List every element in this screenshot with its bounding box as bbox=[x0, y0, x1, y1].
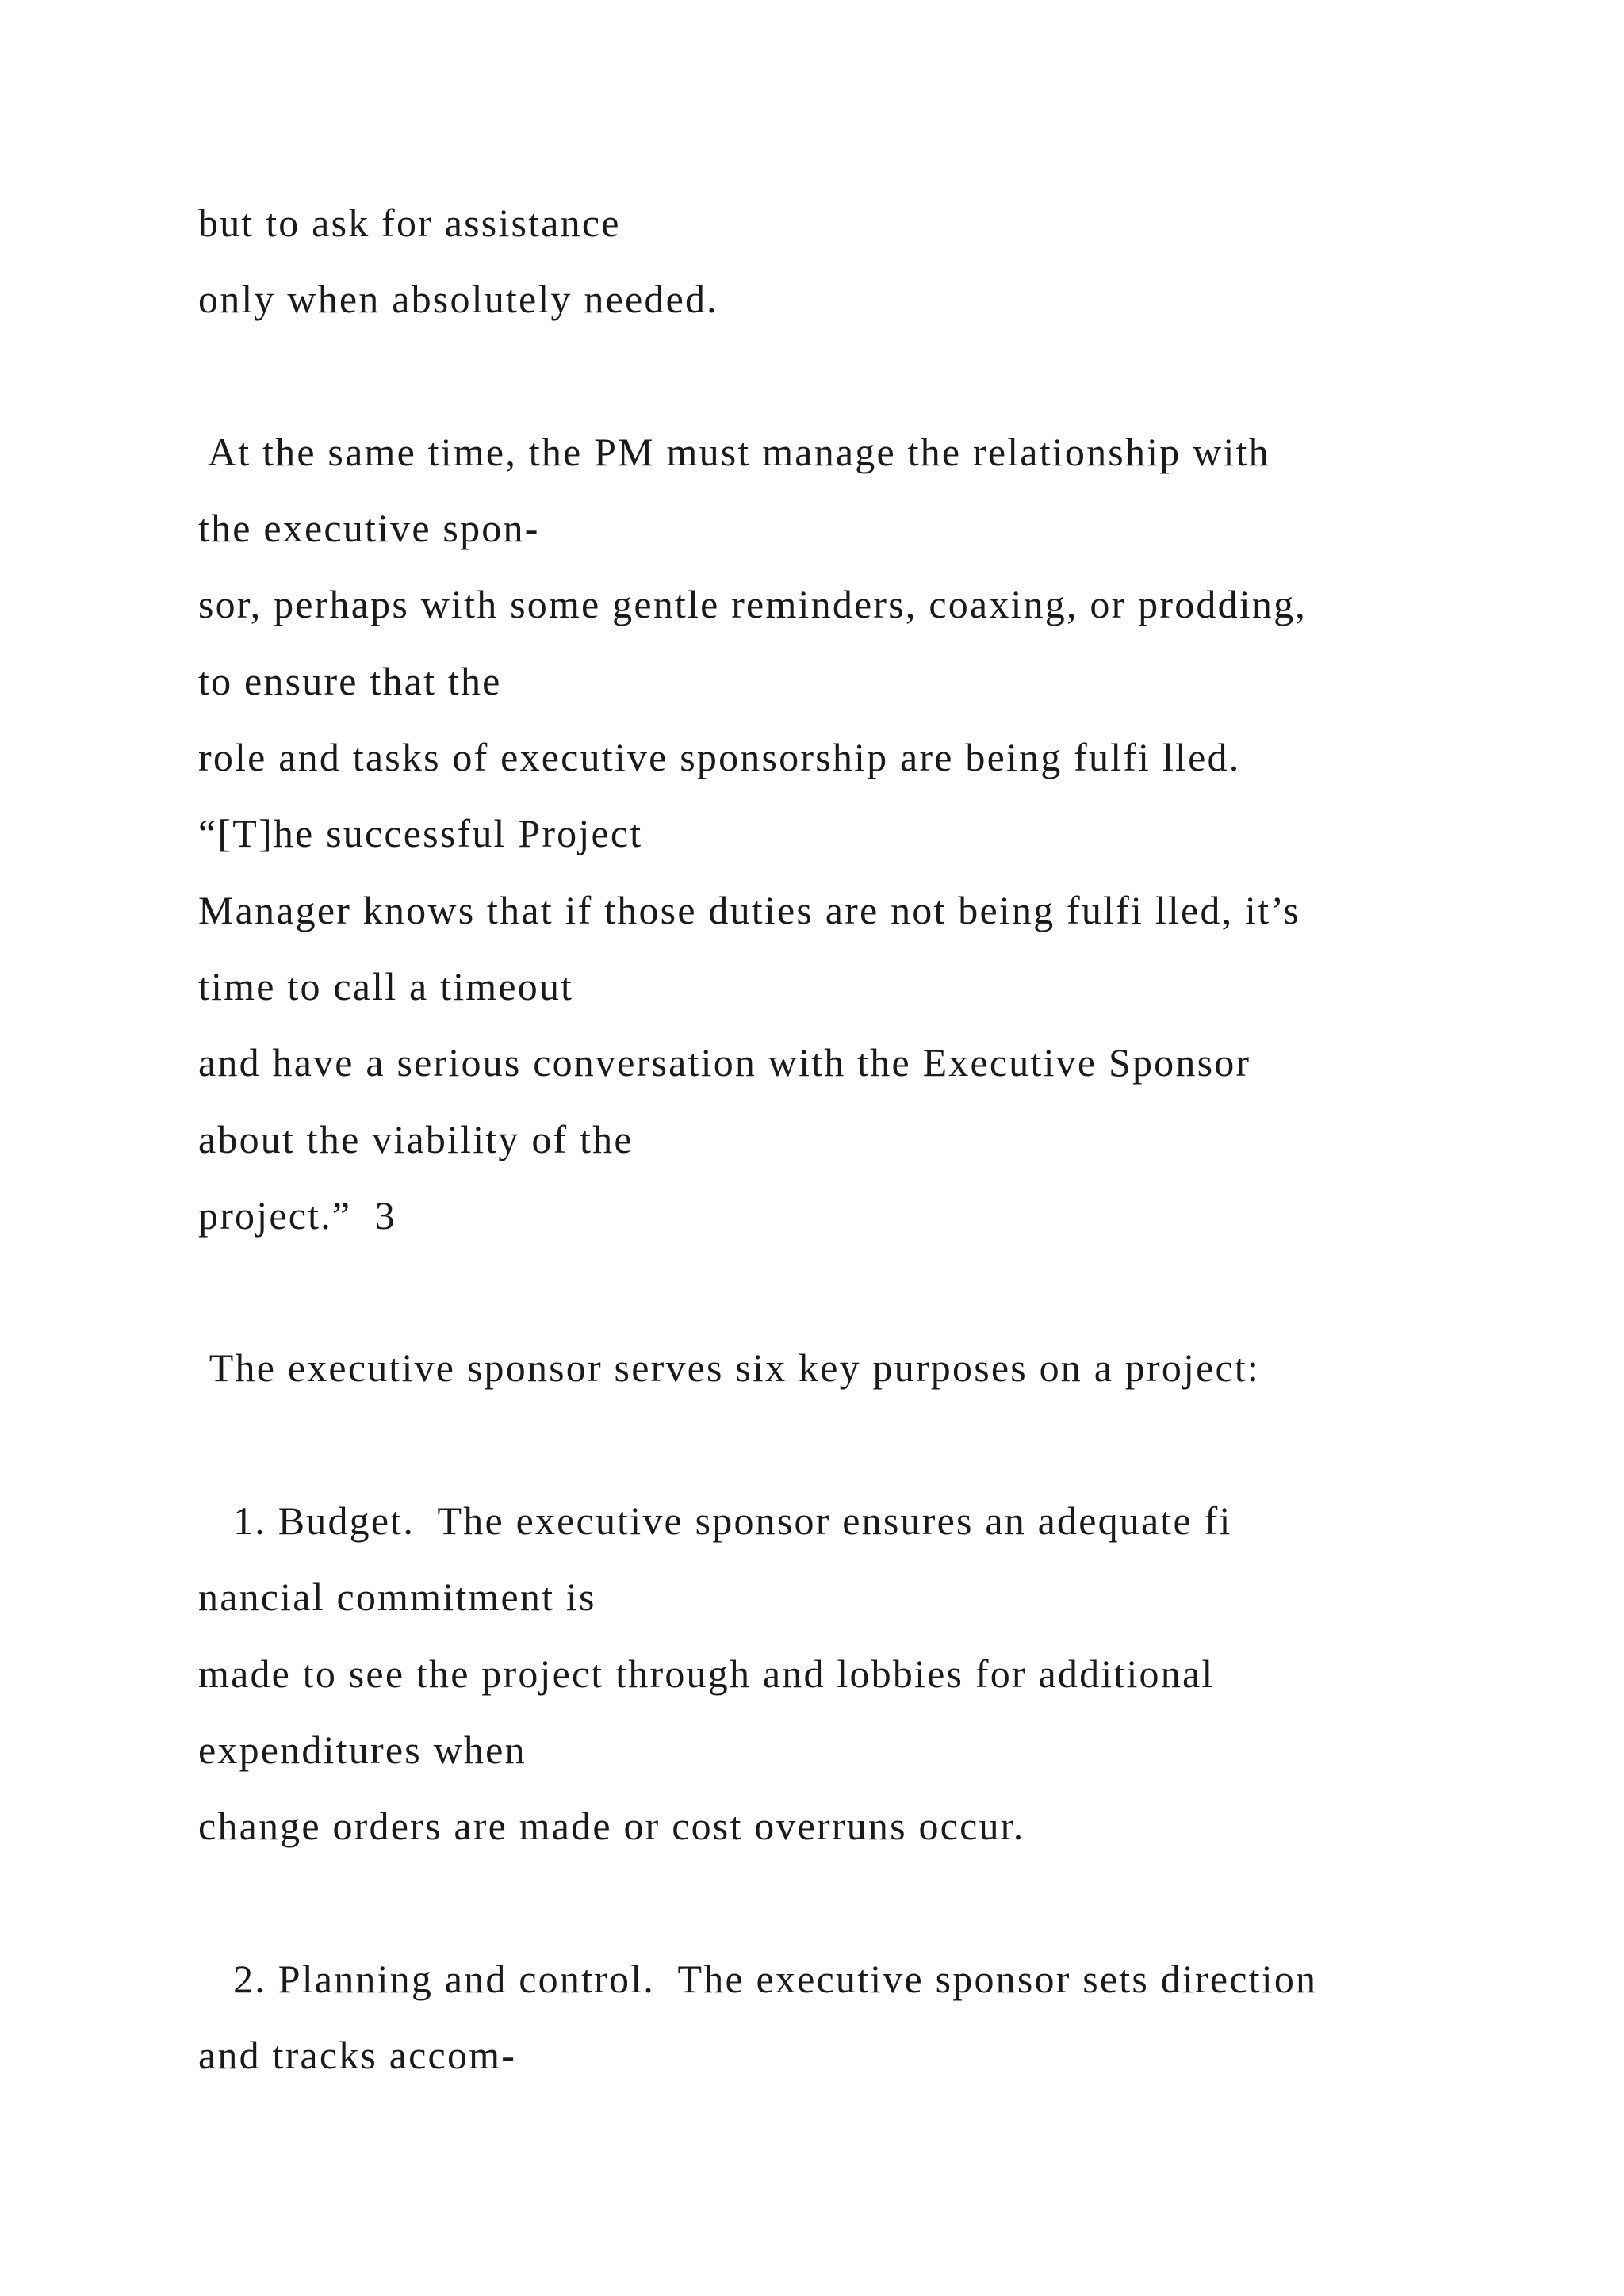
text-line: At the same time, the PM must manage the relationship with bbox=[198, 429, 1270, 474]
body-text bbox=[198, 197, 1546, 2105]
text-line: to ensure that the bbox=[198, 658, 502, 703]
text-line: project.” 3 bbox=[198, 1192, 396, 1238]
text-line: about the viability of the bbox=[198, 1116, 634, 1161]
list-item-line: 1. Budget. The executive sponsor ensures an adequate fi bbox=[198, 1498, 1232, 1544]
blank-line bbox=[198, 350, 1546, 426]
text-line: nancial commitment is bbox=[198, 1575, 596, 1620]
list-item-line: 2. Planning and control. The executive sponsor sets direction bbox=[198, 1956, 1318, 2001]
text-line: role and tasks of executive sponsorship are being fulfi lled. bbox=[198, 735, 1241, 780]
text-line: The executive sponsor serves six key purposes on a project: bbox=[198, 1345, 1261, 1391]
text-line: the executive spon- bbox=[198, 506, 540, 551]
text-line: sor, perhaps with some gentle reminders, coaxing, or prodding, bbox=[198, 582, 1307, 627]
text-line: but to ask for assistance bbox=[198, 201, 621, 245]
text-line: and tracks accom- bbox=[198, 2033, 517, 2078]
blank-line bbox=[198, 1877, 1546, 1953]
text-line: time to call a timeout bbox=[198, 963, 574, 1008]
text-line: Manager knows that if those duties are not being fulfi lled, it’s bbox=[198, 887, 1300, 932]
blank-line bbox=[198, 1418, 1546, 1494]
text-line: change orders are made or cost overruns occur. bbox=[198, 1804, 1025, 1849]
text-line: expenditures when bbox=[198, 1727, 527, 1772]
text-line: “[T]he successful Project bbox=[198, 811, 643, 856]
blank-line bbox=[198, 1265, 1546, 1341]
text-line: only when absolutely needed. bbox=[198, 277, 718, 322]
text-line: made to see the project through and lobbies for additional bbox=[198, 1651, 1215, 1696]
text-line: and have a serious conversation with the Executive Sponsor bbox=[198, 1040, 1251, 1085]
